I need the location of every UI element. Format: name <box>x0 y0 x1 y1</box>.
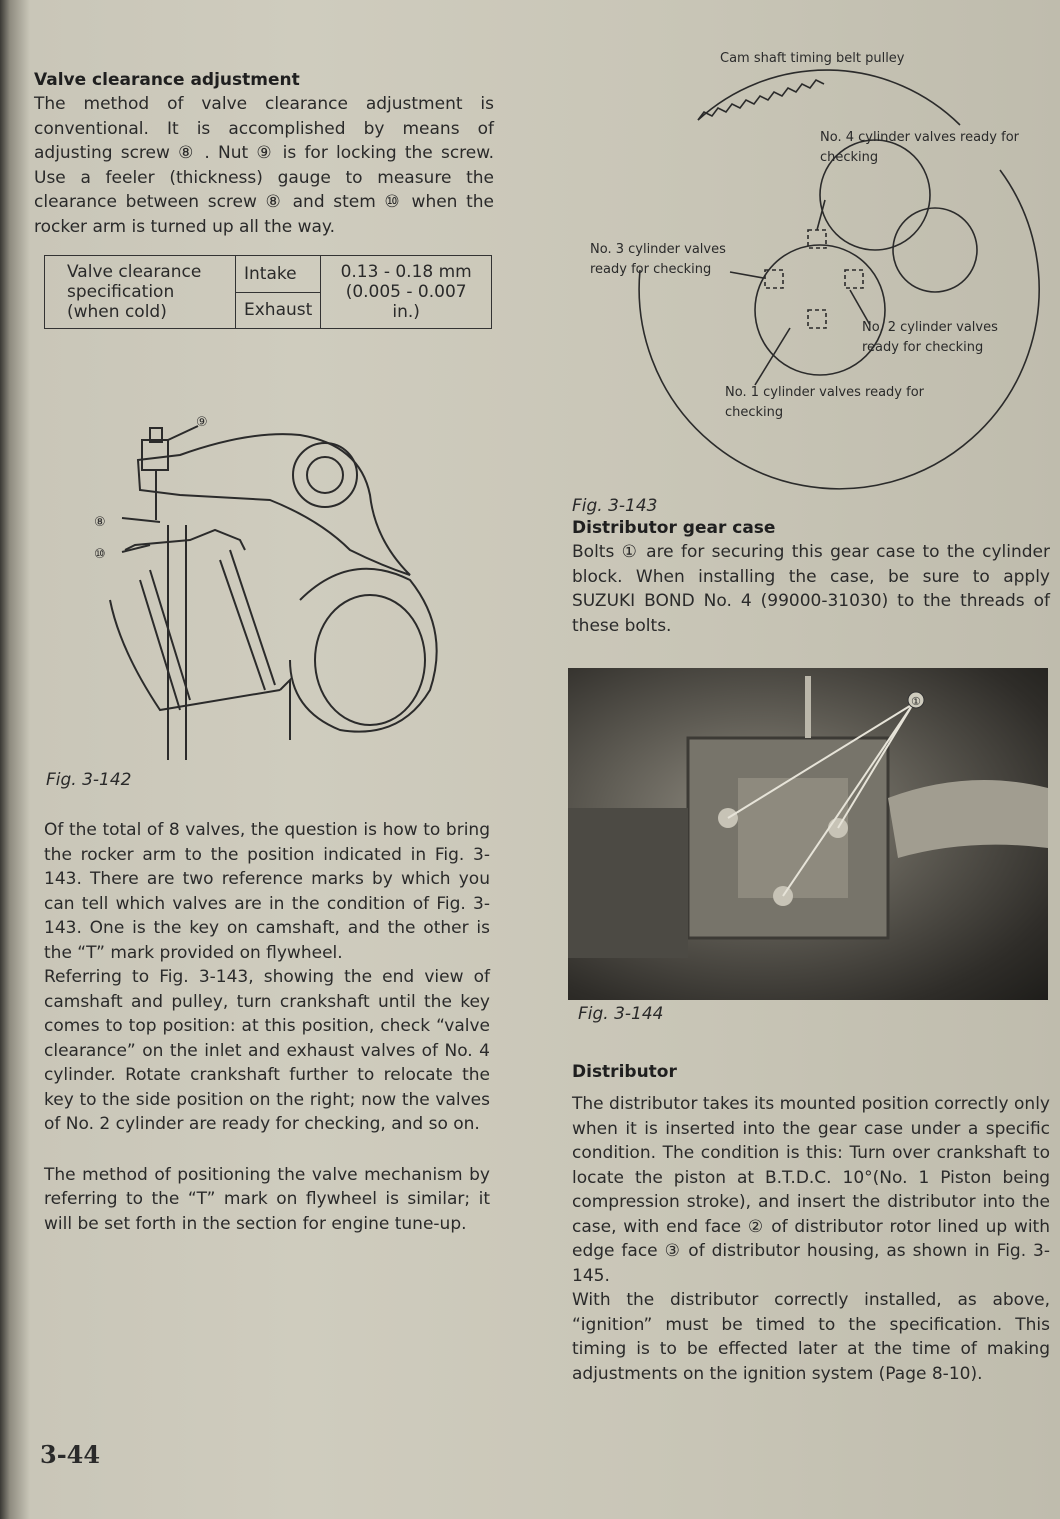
label-pulley: Cam shaft timing belt pulley <box>720 51 905 66</box>
fig-143-caption: Fig. 3-143 <box>572 496 658 516</box>
rocker-arm-diagram <box>80 400 480 760</box>
label-no1: No. 1 cylinder valves ready for checking <box>725 385 924 420</box>
right-lower-text <box>572 1062 1050 1386</box>
left-column <box>34 70 494 329</box>
pulley-diagram <box>580 40 1050 495</box>
spec-intake: Intake <box>236 256 321 293</box>
valve-clearance-table <box>44 255 492 329</box>
label-no2: No. 2 cylinder valves ready for checking <box>862 320 998 355</box>
callout-nut: ⑨ <box>196 415 208 430</box>
gear-case-heading: Distributor gear case <box>572 518 776 538</box>
spec-exhaust: Exhaust <box>236 292 321 329</box>
valve-clearance-heading: Valve clearance adjustment <box>34 70 300 90</box>
fig-144-caption: Fig. 3-144 <box>578 1004 664 1024</box>
label-no4: No. 4 cylinder valves ready for checking <box>820 130 1019 165</box>
left-lower-text <box>44 818 490 1236</box>
distributor-paragraph: The distributor takes its mounted position correctly only when it is inserted into the gear case under a specific condition. The condition is this: Turn over crankshaft to locate the piston at B.T.D.C. 10°(No. 1 Piston being compression stroke), and insert the distributor into the case, with end face ② of distributor rotor lined up with edge face ③ of distributor housing, as shown in Fig. 3-145. <box>572 1094 1050 1286</box>
spec-value: 0.13 - 0.18 mm (0.005 - 0.007 in.) <box>321 256 492 329</box>
eight-valves-paragraph: Of the total of 8 valves, the question is how to bring the rocker arm to the position indicated in Fig. 3-143. There are two reference marks by which you can tell which valves are in the condition of Fig. 3-143. One is the key on camshaft, and the other is the “T” mark provided on flywheel. <box>44 820 490 963</box>
referring-paragraph: Referring to Fig. 3-143, showing the end view of camshaft and pulley, turn crankshaft until the key comes to top position: at this position, check “valve clearance” on the inlet and exhaust valves of No. 4 cylinder. Rotate crankshaft further to relocate the key to the side position on the right; now the valves of No. 2 cylinder are ready for checking, and so on. <box>44 967 490 1134</box>
callout-screw: ⑧ <box>94 515 106 530</box>
spec-label: Valve clearance specification (when cold) <box>45 256 236 329</box>
callout-stem: ⑩ <box>94 547 106 562</box>
ignition-paragraph: With the distributor correctly installed, as above, “ignition” must be timed to the specification. This timing is to be effected later at the time of making adjustments on the ignition system (Page 8-10). <box>572 1290 1050 1384</box>
distributor-heading: Distributor <box>572 1062 677 1082</box>
valve-clearance-paragraph: The method of valve clearance adjustment is conventional. It is accomplished by means of adjusting screw ⑧ . Nut ⑨ is for locking the screw. Use a feeler (thickness) gauge to measure the clearance between screw ⑧ and stem ⑩ when the rocker arm is turned up all the way. <box>34 94 494 237</box>
photo-callout: ① <box>911 695 921 708</box>
right-upper-text <box>572 496 1050 638</box>
t-mark-paragraph: The method of positioning the valve mechanism by referring to the “T” mark on flywheel is similar; it will be set forth in the section for engine tune-up. <box>44 1164 490 1234</box>
gear-case-photo <box>568 668 1048 1000</box>
gear-case-paragraph: Bolts ① are for securing this gear case to the cylinder block. When installing the case, be sure to apply SUZUKI BOND No. 4 (99000-31030) to the threads of these bolts. <box>572 542 1050 636</box>
page-number: 3-44 <box>40 1440 101 1469</box>
fig-142-caption: Fig. 3-142 <box>46 770 132 790</box>
label-no3: No. 3 cylinder valves ready for checking <box>590 242 726 277</box>
